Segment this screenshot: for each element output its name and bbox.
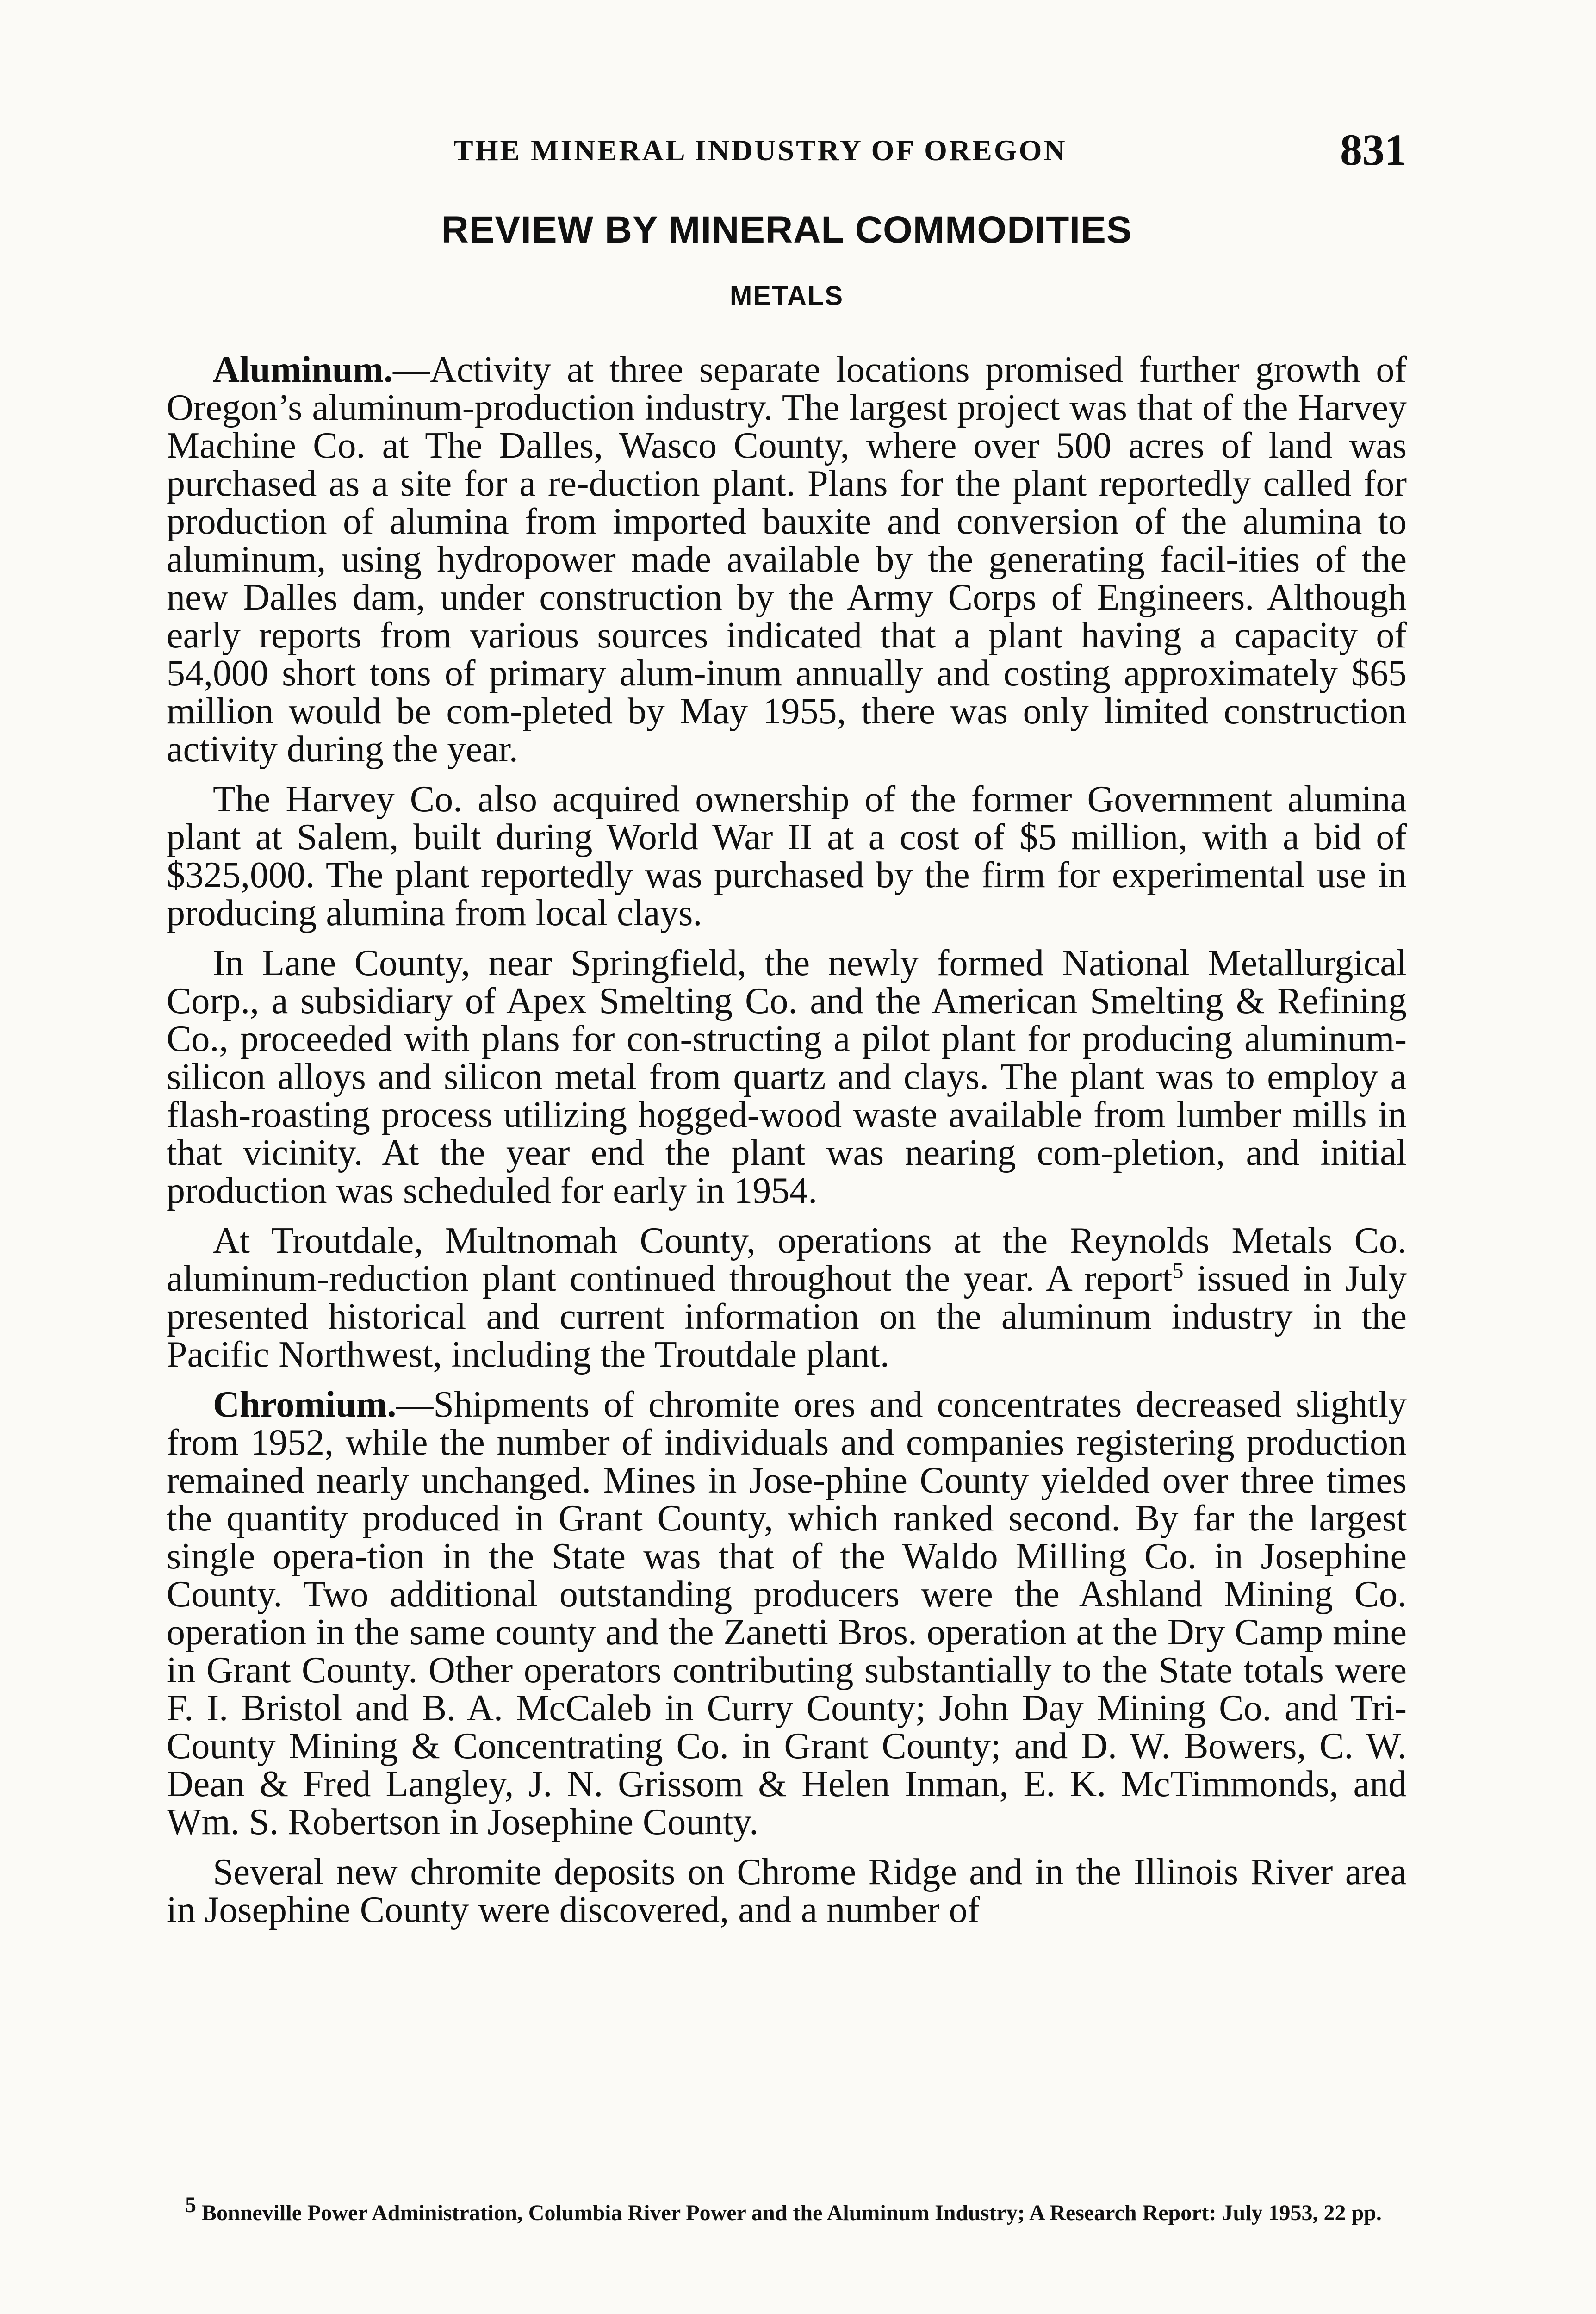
paragraph-aluminum-1	[167, 351, 1407, 768]
footnote	[167, 2193, 1407, 2225]
chromium-paragraph-1-text: —Shipments of chromite ores and concentrates decreased slightly from 1952, while the number of individuals and companies registering production remained nearly unchanged. Mines in Jose-phine County yielded over three times the quantity produced in Grant County, which ranked second. By far the largest single opera-tion in the State was that of the Waldo Milling Co. in Josephine County. Two additional outstanding producers were the Ashland Mining Co. operation in the same county and the Zanetti Bros. operation at the Dry Camp mine in Grant County. Other operators contributing substantially to the State totals were F. I. Bristol and B. A. McCaleb in Curry County; John Day Mining Co. and Tri-County Mining & Concentrating Co. in Grant County; and D. W. Bowers, C. W. Dean & Fred Langley, J. N. Grissom & Helen Inman, E. K. McTimmonds, and Wm. S. Robertson in Josephine County.	[167, 1384, 1407, 1842]
paragraph-aluminum-3: In Lane County, near Springfield, the newly formed National Metallurgical Corp., a subsidiary of Apex Smelting Co. and the American Smelting & Refining Co., proceeded with plans for con-structing a pilot plant for producing aluminum-silicon alloys and silicon metal from quartz and clays. The plant was to employ a flash-roasting process utilizing hogged-wood waste available from lumber mills in that vicinity. At the year end the plant was nearing com-pletion, and initial production was scheduled for early in 1954.	[167, 943, 1407, 1211]
aluminum-paragraph-1-text: —Activity at three separate locations promised further growth of Oregon’s aluminum-production industry. The largest project was that of the Harvey Machine Co. at The Dalles, Wasco County, where over 500 acres of land was purchased as a site for a re-duction plant. Plans for the plant reportedly called for production of alumina from imported bauxite and conversion of the alumina to aluminum, using hydropower made available by the generating facil-ities of the new Dalles dam, under construction by the Army Corps of Engineers. Although early reports from various sources indicated that a plant having a capacity of 54,000 short tons of primary alum-inum annually and costing approximately $65 million would be com-pleted by May 1955, there was only limited construction activity during the year.	[167, 349, 1407, 770]
running-head	[167, 124, 1407, 175]
document-page	[167, 0, 1407, 2314]
paragraph-chromium-1	[167, 1386, 1407, 1841]
paragraph-chromium-2: Several new chromite deposits on Chrome Ridge and in the Illinois River area in Josephine County were discovered, and a number of	[167, 1852, 1407, 1930]
aluminum-paragraph-4-text-b: issued in July presented historical and current information on the aluminum industry in the Pacific Northwest, including the Troutdale plant.	[167, 1258, 1407, 1375]
aluminum-heading: Aluminum.	[213, 349, 393, 390]
footnote-marker: 5	[185, 2193, 196, 2217]
body-text	[167, 351, 1407, 1941]
page-number: 831	[1340, 125, 1407, 174]
paragraph-aluminum-4	[167, 1222, 1407, 1374]
paragraph-aluminum-2: The Harvey Co. also acquired ownership of the former Government alumina plant at Salem, built during World War II at a cost of $5 million, with a bid of $325,000. The plant reportedly was purchased by the firm for experimental use in producing alumina from local clays.	[167, 779, 1407, 933]
subsection-title: METALS	[729, 281, 844, 311]
aluminum-paragraph-4-text-a: At Troutdale, Multnomah County, operations at the Reynolds Metals Co. aluminum-reduction plant continued throughout the year. A report	[167, 1220, 1407, 1299]
chromium-heading: Chromium.	[213, 1384, 397, 1425]
running-title: THE MINERAL INDUSTRY OF OREGON	[453, 134, 1067, 167]
section-title: REVIEW BY MINERAL COMMODITIES	[441, 209, 1132, 251]
footnote-text: Bonneville Power Administration, Columbia River Power and the Aluminum Industry; A Research Report: July 1953, 22 pp.	[196, 2201, 1382, 2225]
footnote-reference: 5	[1172, 1258, 1184, 1283]
